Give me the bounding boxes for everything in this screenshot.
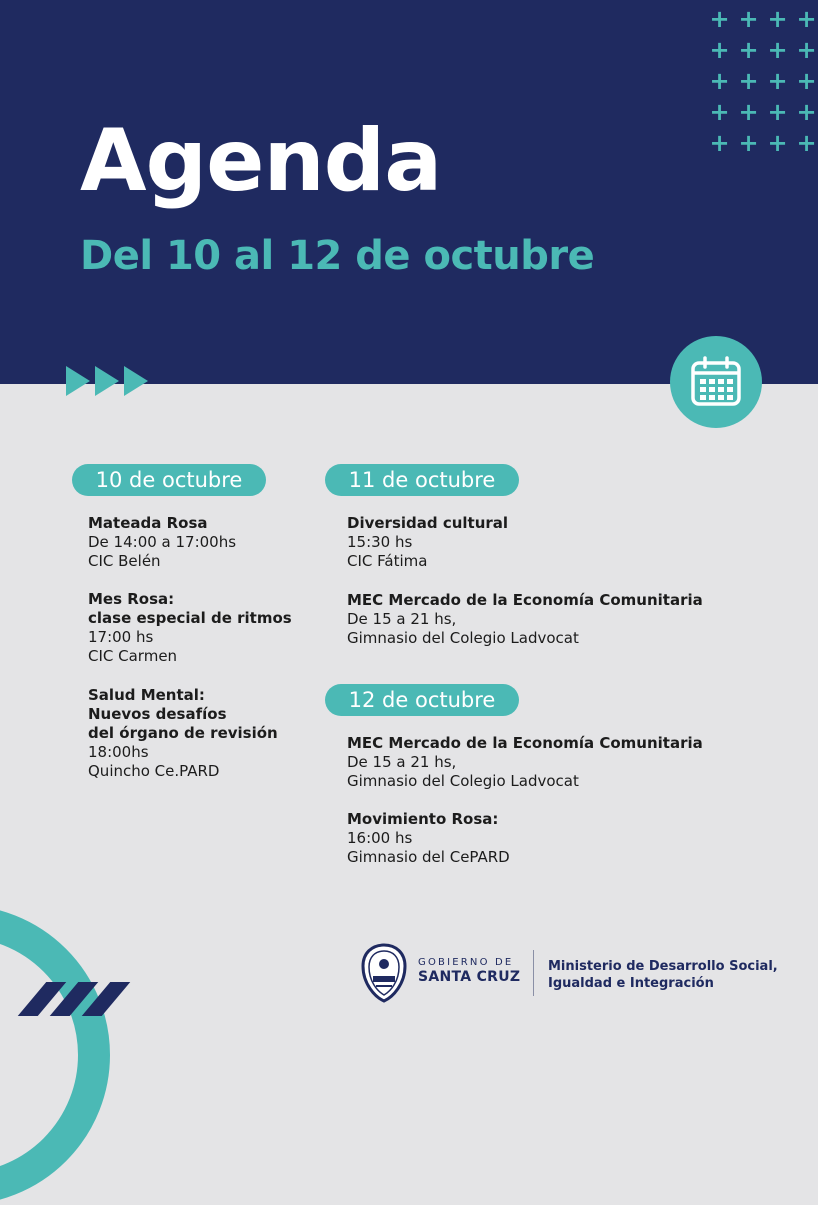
event-place: CIC Fátima [347,552,428,570]
event-time: 15:30 hs [347,533,413,551]
event-title: Mateada Rosa [88,514,208,532]
event-title: Nuevos desafíos [88,705,227,723]
plus-icon: + [709,98,730,126]
event-title: MEC Mercado de la Economía Comunitaria [347,734,703,752]
event-time: 17:00 hs [88,628,154,646]
plus-icon: + [709,5,730,33]
event-place: Quincho Ce.PARD [88,762,220,780]
footer-divider [533,950,534,996]
arrow-triangle-icon [95,366,119,396]
event-item [347,591,703,648]
plus-icon: + [738,98,759,126]
ministerio-line-1: Ministerio de Desarrollo Social, [548,959,778,974]
event-place: Gimnasio del CePARD [347,848,510,866]
event-item [88,590,292,666]
plus-icon: + [738,67,759,95]
plus-icon: + [767,98,788,126]
event-item [347,810,510,867]
plus-icon: + [767,5,788,33]
day-label-12: 12 de octubre [325,684,519,716]
event-title: del órgano de revisión [88,724,278,742]
event-title: MEC Mercado de la Economía Comunitaria [347,591,703,609]
event-place: Gimnasio del Colegio Ladvocat [347,629,579,647]
plus-icon: + [738,36,759,64]
event-time: 16:00 hs [347,829,413,847]
plus-icon: + [767,129,788,157]
event-time: De 15 a 21 hs, [347,610,457,628]
event-item [88,514,236,571]
event-time: De 15 a 21 hs, [347,753,457,771]
calendar-icon [690,356,742,408]
event-time: 18:00hs [88,743,149,761]
stripes-decoration [8,982,138,1016]
plus-icon: + [796,5,817,33]
event-title: Diversidad cultural [347,514,509,532]
arrow-triangle-icon [124,366,148,396]
plus-icon: + [796,129,817,157]
coat-of-arms-logo [360,942,408,1004]
plus-icon: + [709,129,730,157]
plus-icon: + [709,36,730,64]
event-item [347,514,508,571]
plus-icon: + [738,129,759,157]
arc-decoration [0,905,110,1205]
calendar-badge [670,336,762,428]
plus-icon: + [738,5,759,33]
event-item [88,686,278,781]
plus-icon: + [796,67,817,95]
event-place: CIC Carmen [88,647,178,665]
event-title: Salud Mental: [88,686,205,704]
event-title: clase especial de ritmos [88,609,292,627]
event-title: Mes Rosa: [88,590,175,608]
page-title: Agenda [80,111,442,211]
santa-cruz-label: SANTA CRUZ [418,969,521,985]
event-title: Movimiento Rosa: [347,810,499,828]
gobierno-label: GOBIERNO DE [418,957,514,968]
plus-icon: + [767,36,788,64]
plus-icon: + [767,67,788,95]
arrow-triangle-icon [66,366,90,396]
plus-icon: + [796,98,817,126]
day-label-11: 11 de octubre [325,464,519,496]
plus-icon: + [709,67,730,95]
event-item [347,734,703,791]
event-time: De 14:00 a 17:00hs [88,533,237,551]
plus-pattern [705,4,818,159]
ministerio-line-2: Igualdad e Integración [548,976,714,991]
plus-icon: + [796,36,817,64]
event-place: CIC Belén [88,552,161,570]
event-place: Gimnasio del Colegio Ladvocat [347,772,579,790]
date-range-subtitle: Del 10 al 12 de octubre [80,233,595,279]
header-panel [0,0,818,384]
day-label-10: 10 de octubre [72,464,266,496]
